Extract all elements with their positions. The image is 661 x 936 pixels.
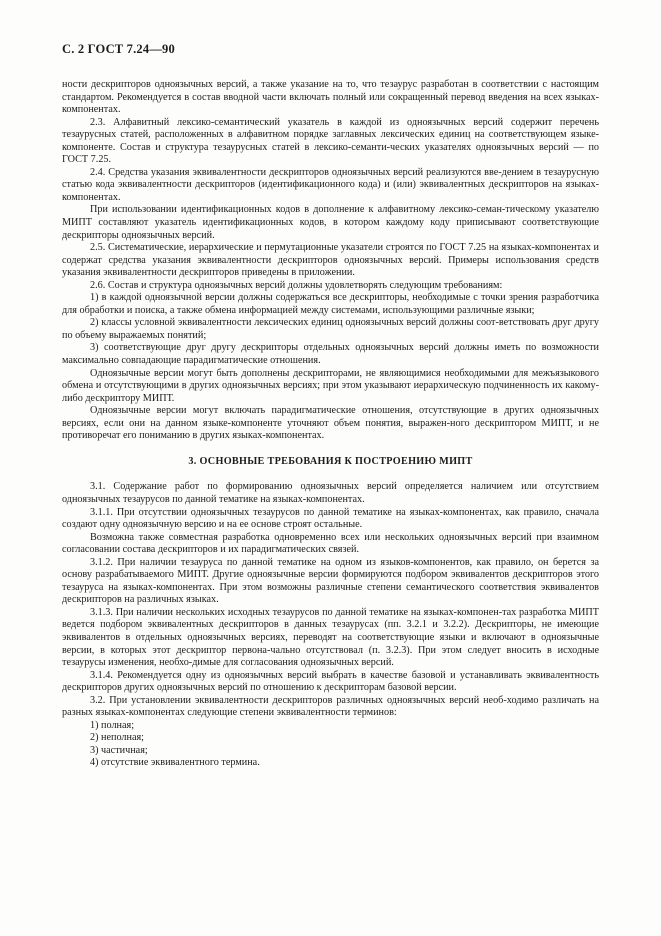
paragraph-2-5: 2.5. Систематические, иерархические и пермутационные указатели строятся по ГОСТ 7.25 на языках-компонентах и содержат средства указания эквивалентности дескрипторов одноязычных версий. Примеры использования средств указания эквивалентности дескрипторов приведены в приложении. [62, 242, 599, 279]
paragraph-3-2: 3.2. При установлении эквивалентности дескрипторов различных одноязычных версий необ-ходимо различать на разных языках-компонентах следующие степени эквивалентности терминов: [62, 694, 599, 719]
equivalence-degree-item: 2) неполная; [90, 732, 144, 744]
equivalence-degree-item: 3) частичная; [90, 744, 148, 756]
paragraph-supplement: Одноязычные версии могут быть дополнены дескрипторами, не являющимися необходимыми для межъязыкового обмена и отсутствующими в других одноязычных версиях; при этом указывают иерархическую подчиненность их какому-либо дескриптору МИПТ. [62, 367, 599, 404]
paragraph-3-1-1: 3.1.1. При отсутствии одноязычных тезаурусов по данной тематике на языках-компонентах, как правило, сначала создают одну одноязычную версию и на ее основе строят остальные. [62, 506, 599, 531]
requirement-item: 2) классы условной эквивалентности лексических единиц одноязычных версий должны соот-ветствовать друг другу по объему выражаемых понятий; [62, 317, 599, 341]
paragraph-2-6: 2.6. Состав и структура одноязычных версий должны удовлетворять следующим требованиям: [90, 279, 503, 291]
equivalence-degree-item: 4) отсутствие эквивалентного термина. [90, 757, 260, 769]
paragraph-id-codes: При использовании идентификационных кодов в дополнение к алфавитному лексико-семан-тическому указателю МИПТ составляют указатель идентификационных кодов, в котором каждому коду приписывают соответствующие дескрипторы одноязычных версий. [62, 204, 599, 241]
page-header: С. 2 ГОСТ 7.24—90 [62, 42, 175, 56]
equivalence-degree-item: 1) полная; [90, 719, 135, 731]
paragraph-3-1-3: 3.1.3. При наличии нескольких исходных тезаурусов по данной тематике на языках-компонен-тах разработка МИПТ ведется подбором эквивалентных дескрипторов в данных тезаурусах (пп. 3.2.1 и 3.2.2). Дескрипторы, не имеющие эквивалентов в отдельных одноязычных версиях, переводят на соответствующие языки и включают в одноязычные версии, в которых этот дескриптор первона-чально отсутствовал (п. 3.2.3). При этом следует вносить в исходные тезаурусы изменения, необхо-димые для согласования одноязычных версий. [62, 606, 599, 669]
paragraph-paradigmatic: Одноязычные версии могут включать парадигматические отношения, отсутствующие в других одноязычных версиях, если они на данном языке-компоненте уточняют объем понятия, выражен-ного дескриптором МИПТ, и не противоречат его пониманию в других языках-компонентах. [62, 405, 599, 442]
paragraph-3-1: 3.1. Содержание работ по формированию одноязычных версий определяется наличием или отсутствием одноязычных тезаурусов по данной тематике на языках-компонентах. [62, 481, 599, 505]
paragraph-3-1-4: 3.1.4. Рекомендуется одну из одноязычных версий выбрать в качестве базовой и устанавливать эквивалентность дескрипторов других одноязычных версий по отношению к дескрипторам базовой версии. [62, 669, 599, 694]
paragraph-continuation: ности дескрипторов одноязычных версий, а также указание на то, что тезаурус разработан в соответствии с настоящим стандартом. Рекомендуется в состав вводной части включать полный или сокращенный перевод введения на всех языках-компонентах. [62, 79, 599, 116]
paragraph-joint-development: Возможна также совместная разработка одновременно всех или нескольких одноязычных версий при взаимном согласовании состава дескрипторов и их парадигматических связей. [62, 531, 599, 556]
requirement-item: 3) соответствующие друг другу дескрипторы отдельных одноязычных версий должны иметь по возможности максимально совпадающие парадигматические отношения. [62, 342, 599, 367]
requirement-item: 1) в каждой одноязычной версии должны содержаться все дескрипторы, необходимые с точки зрения разработчика для обработки и поиска, а также обмена информацией между системами, использующими различные языки; [62, 292, 599, 316]
paragraph-3-1-2: 3.1.2. При наличии тезауруса по данной тематике на одном из языков-компонентов, как правило, он берется за основу разрабатываемого МИПТ. Другие одноязычные версии формируются подбором эквивалентов дескрипторов этого тезауруса на языках-компонентах. При этом возможны различные степени семантического соответствия эквивалентов дескрипторов на различных языках. [62, 556, 599, 606]
paragraph-2-3: 2.3. Алфавитный лексико-семантический указатель в каждой из одноязычных версий содержит перечень тезаурусных статей, расположенных в алфавитном порядке заглавных лексических единиц на соответствующем языке-компоненте. Состав и структура тезаурусных статей в лексико-семанти-ческих указателях одноязычных версий — по ГОСТ 7.25. [62, 116, 599, 166]
paragraph-2-4: 2.4. Средства указания эквивалентности дескрипторов одноязычных версий реализуются вве-дением в тезаурусную статью кода эквивалентности дескрипторов (идентификационного кода) и (или) эквивалентных дескрипторов на языках-компонентах. [62, 166, 599, 203]
document-body [62, 79, 599, 770]
section-title: 3. ОСНОВНЫЕ ТРЕБОВАНИЯ К ПОСТРОЕНИЮ МИПТ [188, 455, 473, 467]
